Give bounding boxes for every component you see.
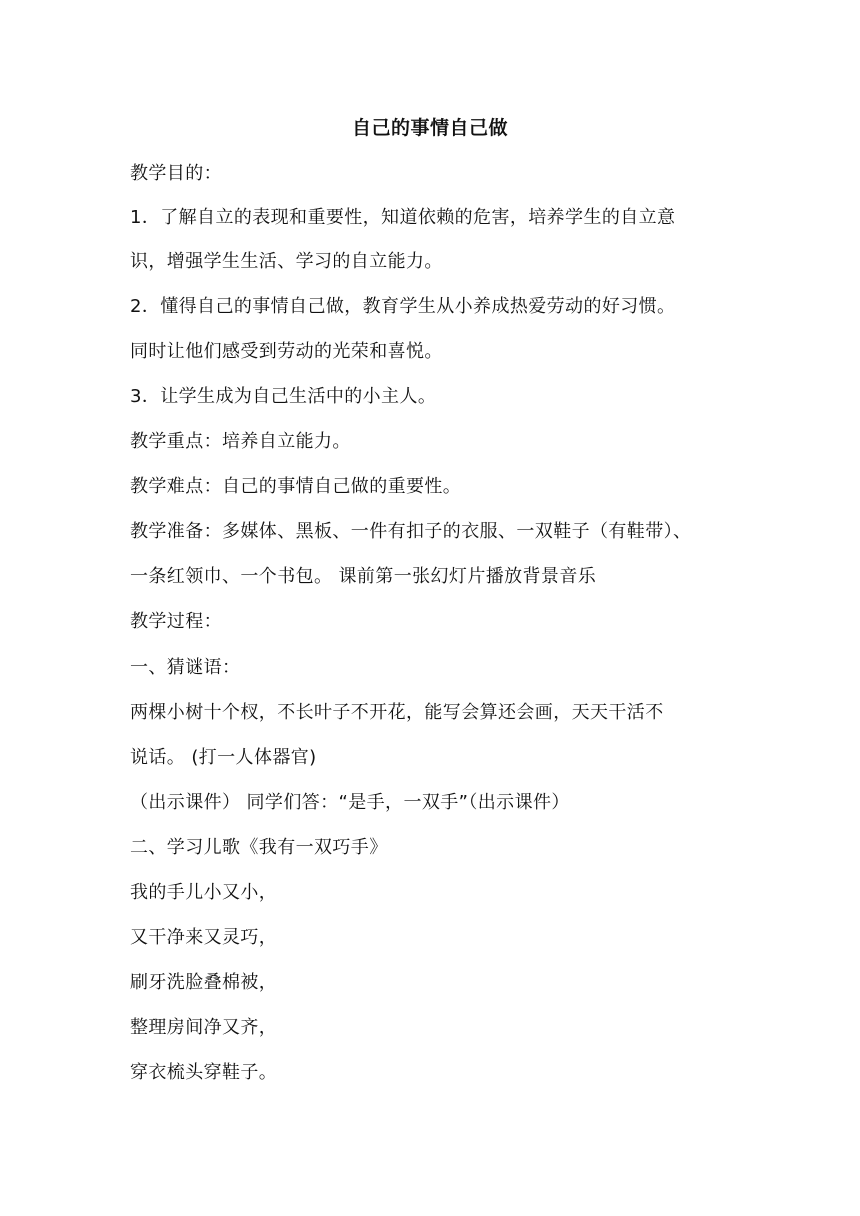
text-line: 整理房间净又齐， <box>130 1017 278 1038</box>
text-line: 教学准备：多媒体、黑板、一件有扣子的衣服、一双鞋子（有鞋带）、 <box>130 521 692 542</box>
text-line: 一条红领巾、一个书包。 课前第一张幻灯片播放背景音乐 <box>130 566 597 587</box>
text-line: 1．了解自立的表现和重要性，知道依赖的危害，培养学生的自立意 <box>130 207 676 228</box>
text-line: 一、猜谜语： <box>130 657 241 678</box>
text-line: 教学目的： <box>130 163 222 184</box>
text-line: 识，增强学生生活、学习的自立能力。 <box>130 251 443 272</box>
text-line: 二、学习儿歌《我有一双巧手》 <box>130 837 388 858</box>
text-line: 同时让他们感受到劳动的光荣和喜悦。 <box>130 341 443 362</box>
text-line: 2．懂得自己的事情自己做，教育学生从小养成热爱劳动的好习惯。 <box>130 296 676 317</box>
text-line: （出示课件） 同学们答：“是手，一双手”（出示课件） <box>130 792 570 813</box>
text-line: 教学过程： <box>130 611 222 632</box>
text-line: 教学重点：培养自立能力。 <box>130 431 351 452</box>
text-line: 教学难点：自己的事情自己做的重要性。 <box>130 476 462 497</box>
text-line: 又干净来又灵巧， <box>130 927 278 948</box>
document-title: 自己的事情自己做 <box>351 117 508 139</box>
text-line: 我的手儿小又小， <box>130 882 278 903</box>
text-line: 刷牙洗脸叠棉被， <box>130 972 278 993</box>
text-line: 说话。 (打一人体器官) <box>130 747 317 768</box>
text-line: 穿衣梳头穿鞋子。 <box>130 1062 278 1083</box>
text-line: 两棵小树十个杈，不长叶子不开花，能写会算还会画，天天干活不 <box>130 702 664 723</box>
text-line: 3．让学生成为自己生活中的小主人。 <box>130 386 437 407</box>
